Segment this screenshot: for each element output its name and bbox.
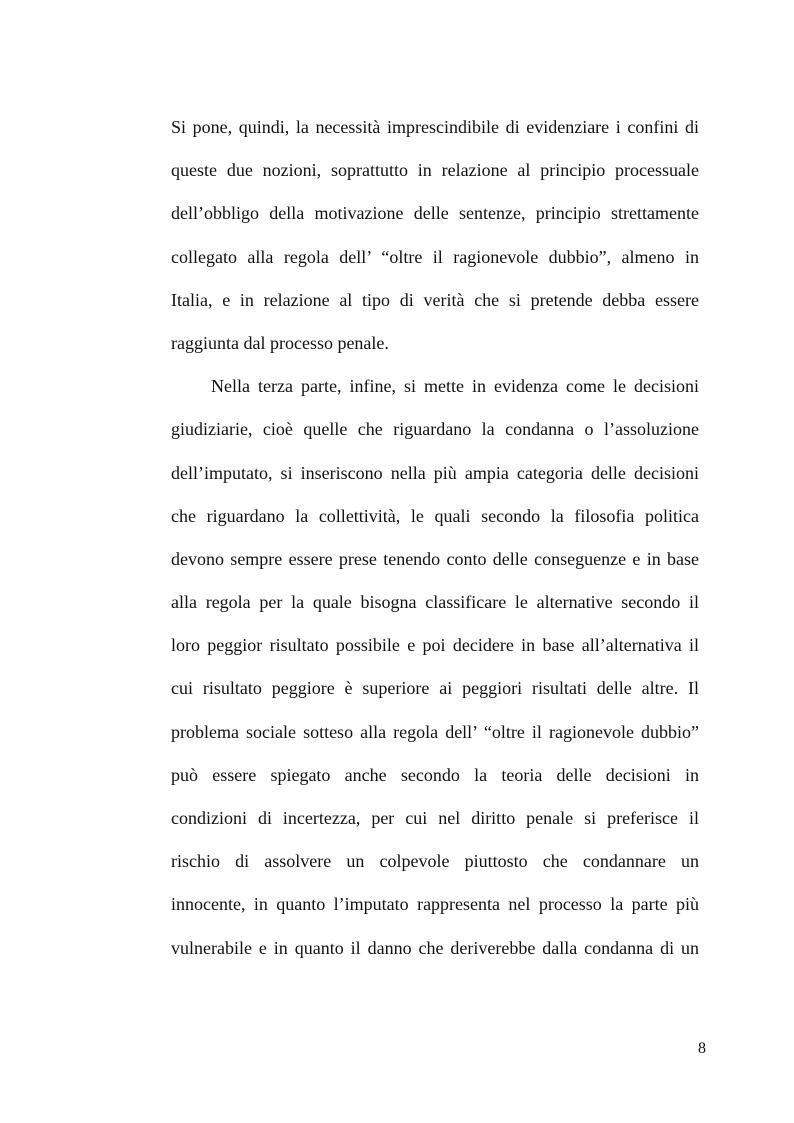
text-line: Nella terza parte, infine, si mette in evidenza come le decisioni (211, 376, 699, 397)
text-line: vulnerabile e in quanto il danno che deriverebbe dalla condanna di un (171, 937, 699, 958)
text-line: può essere spiegato anche secondo la teoria delle decisioni in (171, 764, 699, 785)
text-line: cui risultato peggiore è superiore ai peggiori risultati delle altre. Il (171, 678, 699, 699)
text-line: che riguardano la collettività, le quali secondo la filosofia politica (171, 505, 699, 526)
text-line: Si pone, quindi, la necessità imprescindibile di evidenziare i confini di (171, 117, 699, 137)
text-line: rischio di assolvere un colpevole piuttosto che condannare un (171, 851, 699, 872)
text-line: dell’imputato, si inseriscono nella più ampia categoria delle decisioni (171, 462, 699, 483)
text-line: condizioni di incertezza, per cui nel diritto penale si preferisce il (171, 808, 699, 828)
text-line: Italia, e in relazione al tipo di verità che si pretende debba essere (171, 289, 699, 310)
paragraph-2 (171, 371, 699, 976)
paragraph-1 (171, 112, 699, 371)
text-line: innocente, in quanto l’imputato rappresenta nel processo la parte più (171, 894, 699, 915)
body-text (171, 112, 699, 976)
text-line: loro peggior risultato possibile e poi decidere in base all’alternativa il (171, 635, 699, 656)
page-number: 8 (698, 1040, 706, 1057)
text-line: alla regola per la quale bisogna classificare le alternative secondo il (171, 592, 699, 613)
text-line: dell’obbligo della motivazione delle sentenze, principio strettamente (171, 203, 699, 224)
text-line: devono sempre essere prese tenendo conto delle conseguenze e in base (171, 548, 699, 569)
text-line: giudiziarie, cioè quelle che riguardano la condanna o l’assoluzione (171, 419, 699, 440)
text-line: raggiunta dal processo penale. (171, 332, 389, 353)
text-line: problema sociale sotteso alla regola dell’ “oltre il ragionevole dubbio” (171, 721, 699, 742)
text-line: collegato alla regola dell’ “oltre il ragionevole dubbio”, almeno in (171, 246, 699, 267)
text-line: queste due nozioni, soprattutto in relazione al principio processuale (171, 160, 699, 181)
